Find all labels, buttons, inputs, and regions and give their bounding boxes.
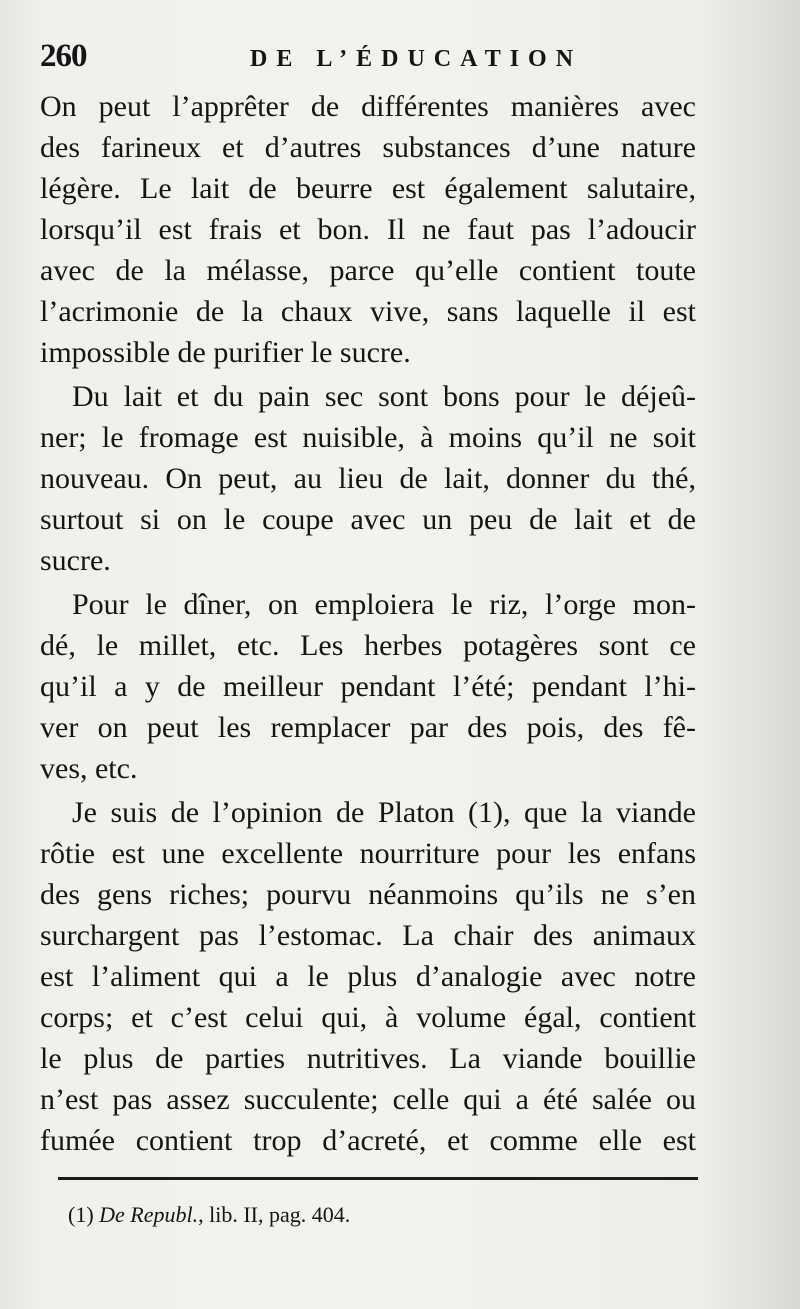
text-line: sucre. — [40, 544, 111, 577]
text-line: nouveau. On peut, au lieu de lait, donner du thé, — [40, 462, 696, 495]
text-line: ner; le fromage est nuisible, à moins qu’il ne soit — [40, 421, 696, 454]
text-line: avec de la mélasse, parce qu’elle contient toute — [40, 254, 696, 287]
text-line: corps; et c’est celui qui, à volume égal, contient — [40, 1001, 696, 1034]
text-line: Pour le dîner, on emploiera le riz, l’orge mon- — [72, 588, 696, 621]
text-line: des farineux et d’autres substances d’une nature — [40, 131, 696, 164]
text-line: ves, etc. — [40, 752, 138, 785]
text-line: est l’aliment qui a le plus d’analogie avec notre — [40, 960, 696, 993]
text-line: surtout si on le coupe avec un peu de lait et de — [40, 503, 696, 536]
text-line: dé, le millet, etc. Les herbes potagères sont ce — [40, 629, 696, 662]
text-line: Je suis de l’opinion de Platon (1), que la viande — [72, 796, 696, 829]
paragraph — [40, 584, 696, 789]
text-line: Du lait et du pain sec sont bons pour le déjeû- — [72, 380, 696, 413]
text-line: qu’il a y de meilleur pendant l’été; pendant l’hi- — [40, 670, 696, 703]
running-head — [40, 38, 700, 86]
text-line: des gens riches; pourvu néanmoins qu’ils ne s’en — [40, 878, 696, 911]
footnote-work-title: De Republ. — [99, 1202, 199, 1227]
text-line: lorsqu’il est frais et bon. Il ne faut pas l’adoucir — [40, 213, 696, 246]
text-line: On peut l’apprêter de différentes manières avec — [40, 90, 696, 123]
footnote-rule — [58, 1177, 698, 1180]
paragraph — [40, 792, 696, 1161]
text-line: n’est pas assez succulente; celle qui a été salée ou — [40, 1083, 696, 1116]
footnote-reference: , lib. II, pag. 404. — [198, 1202, 351, 1227]
text-line: l’acrimonie de la chaux vive, sans laquelle il est — [40, 295, 696, 328]
paragraph — [40, 86, 696, 373]
text-line: légère. Le lait de beurre est également salutaire, — [40, 172, 696, 205]
text-line: surchargent pas l’estomac. La chair des animaux — [40, 919, 696, 952]
text-line: impossible de purifier le sucre. — [40, 336, 411, 369]
footnote-marker: (1) — [68, 1202, 94, 1227]
text-line: fumée contient trop d’acreté, et comme elle est — [40, 1124, 696, 1157]
text-line: le plus de parties nutritives. La viande bouillie — [40, 1042, 696, 1075]
page-number: 260 — [40, 38, 87, 74]
running-title: DE L’ÉDUCATION — [250, 46, 583, 72]
text-line: ver on peut les remplacer par des pois, des fê- — [40, 711, 696, 744]
paragraph — [40, 376, 696, 581]
body-text — [40, 86, 696, 1161]
footnote — [68, 1200, 350, 1230]
text-line: rôtie est une excellente nourriture pour les enfans — [40, 837, 696, 870]
